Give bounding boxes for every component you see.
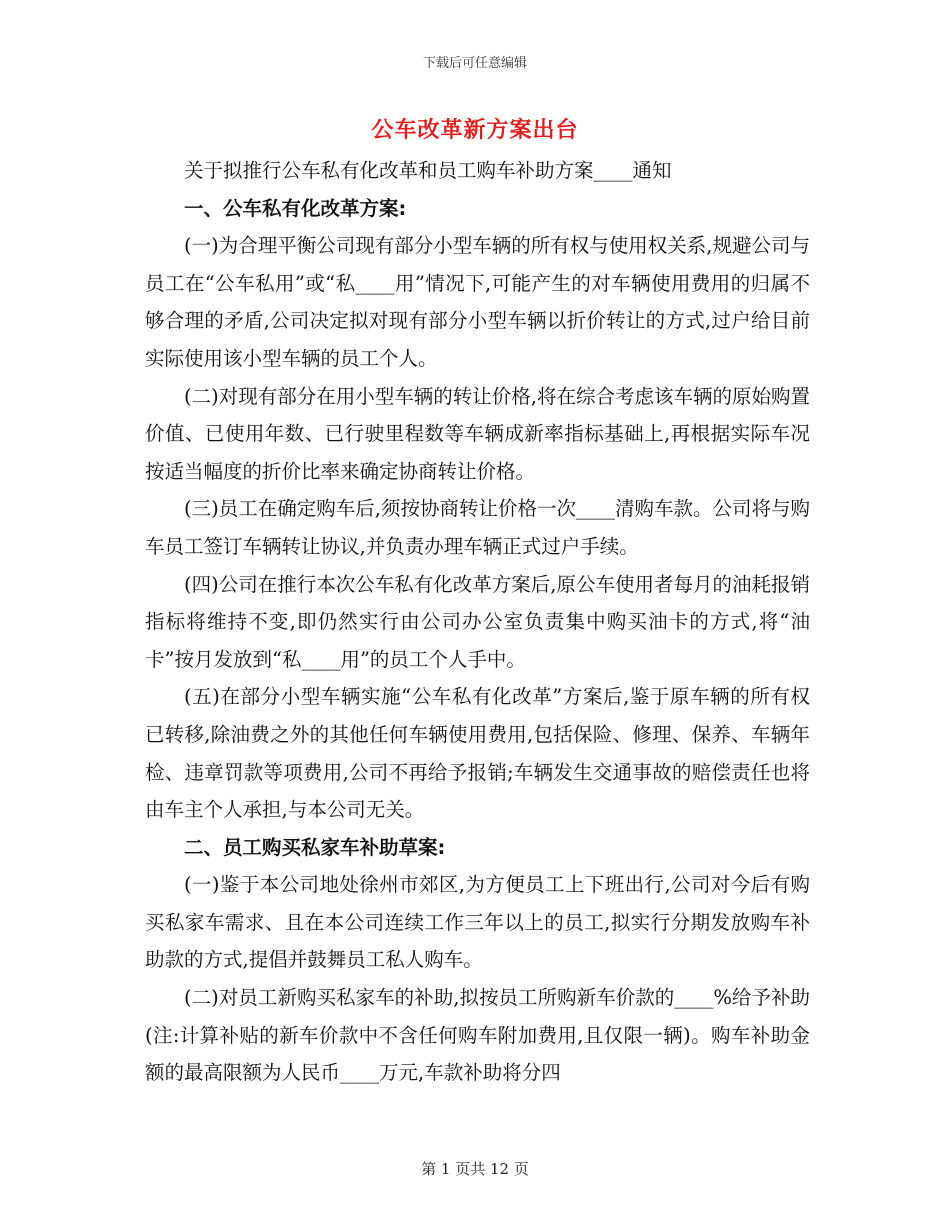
document-body bbox=[145, 152, 810, 1092]
paragraph-1-2: (二)对现有部分在用小型车辆的转让价格,将在综合考虑该车辆的原始购置价值、已使用年数、已行驶里程数等车辆成新率指标基础上,再根据实际车况按适当幅度的折价比率来确定协商转让价格。 bbox=[145, 384, 810, 483]
document-title: 公车改革新方案出台 bbox=[371, 118, 579, 143]
paragraph-2-2: (二)对员工新购买私家车的补助,拟按员工所购新车价款的____%给予补助(注:计算补贴的新车价款中不含任何购车附加费用,且仅限一辆)。购车补助金额的最高限额为人民币____万元,车款补助将分四 bbox=[145, 986, 810, 1085]
paragraph-1-4: (四)公司在推行本次公车私有化改革方案后,原公车使用者每月的油耗报销指标将维持不变,即仍然实行由公司办公室负责集中购买油卡的方式,将“油卡”按月发放到“私____用”的员工个人手中。 bbox=[145, 572, 810, 671]
paragraph-1-3: (三)员工在确定购车后,须按协商转让价格一次____清购车款。公司将与购车员工签订车辆转让协议,并负责办理车辆正式过户手续。 bbox=[145, 497, 810, 558]
page-number: 第 1 页共 12 页 bbox=[421, 1160, 529, 1178]
section-heading-2: 二、员工购买私家车补助草案: bbox=[184, 835, 446, 859]
paragraph-2-1: (一)鉴于本公司地处徐州市郊区,为方便员工上下班出行,公司对今后有购买私家车需求、且在本公司连续工作三年以上的员工,拟实行分期发放购车补助款的方式,提倡并鼓舞员工私人购车。 bbox=[145, 873, 810, 972]
page-header-note: 下载后可任意编辑 bbox=[422, 56, 527, 71]
paragraph-1-1: (一)为合理平衡公司现有部分小型车辆的所有权与使用权关系,规避公司与员工在“公车私用”或“私____用”情况下,可能产生的对车辆使用费用的归属不够合理的矛盾,公司决定拟对现有部分小型车辆以折价转让的方式,过户给目前实际使用该小型车辆的员工个人。 bbox=[145, 234, 810, 370]
notice-subject: 关于拟推行公车私有化改革和员工购车补助方案____通知 bbox=[184, 159, 672, 182]
paragraph-1-5: (五)在部分小型车辆实施“公车私有化改革”方案后,鉴于原车辆的所有权已转移,除油费之外的其他任何车辆使用费用,包括保险、修理、保养、车辆年检、违章罚款等项费用,公司不再给予报销;车辆发生交通事故的赔偿责任也将由车主个人承担,与本公司无关。 bbox=[145, 685, 810, 822]
section-heading-1: 一、公车私有化改革方案: bbox=[184, 196, 407, 220]
